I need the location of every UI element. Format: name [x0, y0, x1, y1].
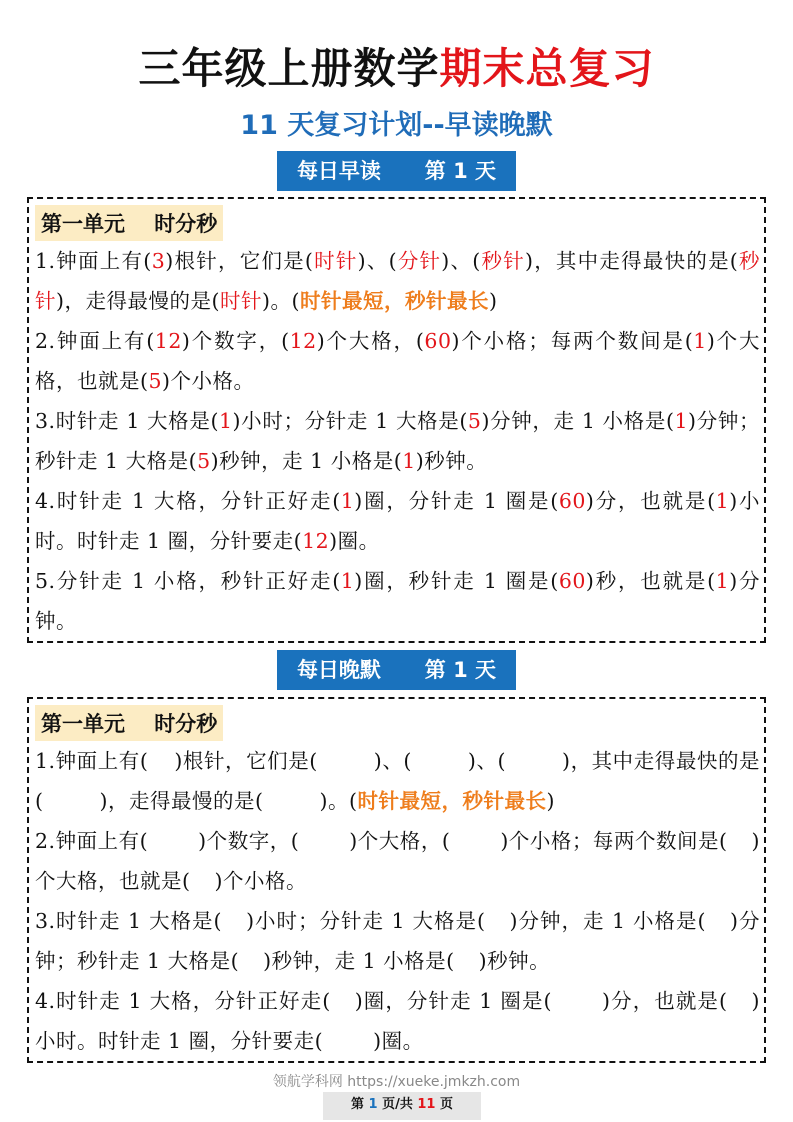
evening-dictation-box	[27, 697, 766, 1063]
morning-reading-box	[27, 197, 766, 643]
unit-heading: 第一单元 时分秒	[35, 705, 223, 741]
page-number: 1	[368, 1097, 378, 1112]
reading-item-4: 4.时针走 1 大格，分针正好走(1)圈，分针走 1 圈是(60)分，也就是(1)小时。时针走 1 圈，分针要走(12)圈。	[35, 489, 761, 553]
reading-item-3: 3.时针走 1 大格是(1)小时；分针走 1 大格是(5)分钟，走 1 小格是(1)分钟；秒针走 1 大格是(5)秒钟，走 1 小格是(1)秒钟。	[35, 409, 760, 473]
reading-item-5: 5.分针走 1 小格，秒针正好走(1)圈，秒针走 1 圈是(60)秒，也就是(1)分钟。	[35, 569, 761, 633]
banner-morning-reading: 每日早读 第 1 天	[277, 151, 516, 191]
page-title	[0, 36, 793, 96]
reading-item-1: 1.钟面上有(3)根针，它们是(时针)、(分针)、(秒针)，其中走得最快的是(秒针)，走得最慢的是(时针)。(时针最短，秒针最长)	[35, 249, 761, 313]
page-total: 11	[417, 1097, 436, 1112]
dictation-item-4: 4.时针走 1 大格，分针正好走( )圈，分针走 1 圈是( )分，也就是( )小时。时针走 1 圈，分针要走( )圈。	[35, 989, 760, 1053]
dictation-item-2: 2.钟面上有( )个数字，( )个大格，( )个小格；每两个数间是( )个大格，也就是( )个小格。	[35, 829, 761, 893]
title-highlight: 期末总复习	[439, 44, 655, 93]
page-footer	[323, 1092, 481, 1120]
title-main: 三年级上册数学	[138, 44, 440, 93]
footer-middle: 页/共	[377, 1097, 418, 1112]
watermark: 领航学科网 https://xueke.jmkzh.com	[272, 1074, 521, 1090]
dictation-item-3: 3.时针走 1 大格是( )小时；分针走 1 大格是( )分钟，走 1 小格是( )分钟；秒针走 1 大格是( )秒钟，走 1 小格是( )秒钟。	[35, 909, 761, 973]
reading-item-2: 2.钟面上有(12)个数字，(12)个大格，(60)个小格；每两个数间是(1)个大格，也就是(5)个小格。	[35, 329, 761, 393]
banner-evening-dictation: 每日晚默 第 1 天	[277, 650, 516, 690]
footer-suffix: 页	[435, 1097, 453, 1112]
dictation-item-1: 1.钟面上有( )根针，它们是( )、( )、( )，其中走得最快的是( )，走得最慢的是( )。(时针最短，秒针最长)	[35, 749, 761, 813]
footer-prefix: 第	[350, 1097, 369, 1112]
page-subtitle: 11 天复习计划--早读晚默	[240, 110, 553, 141]
unit-heading: 第一单元 时分秒	[35, 205, 223, 241]
